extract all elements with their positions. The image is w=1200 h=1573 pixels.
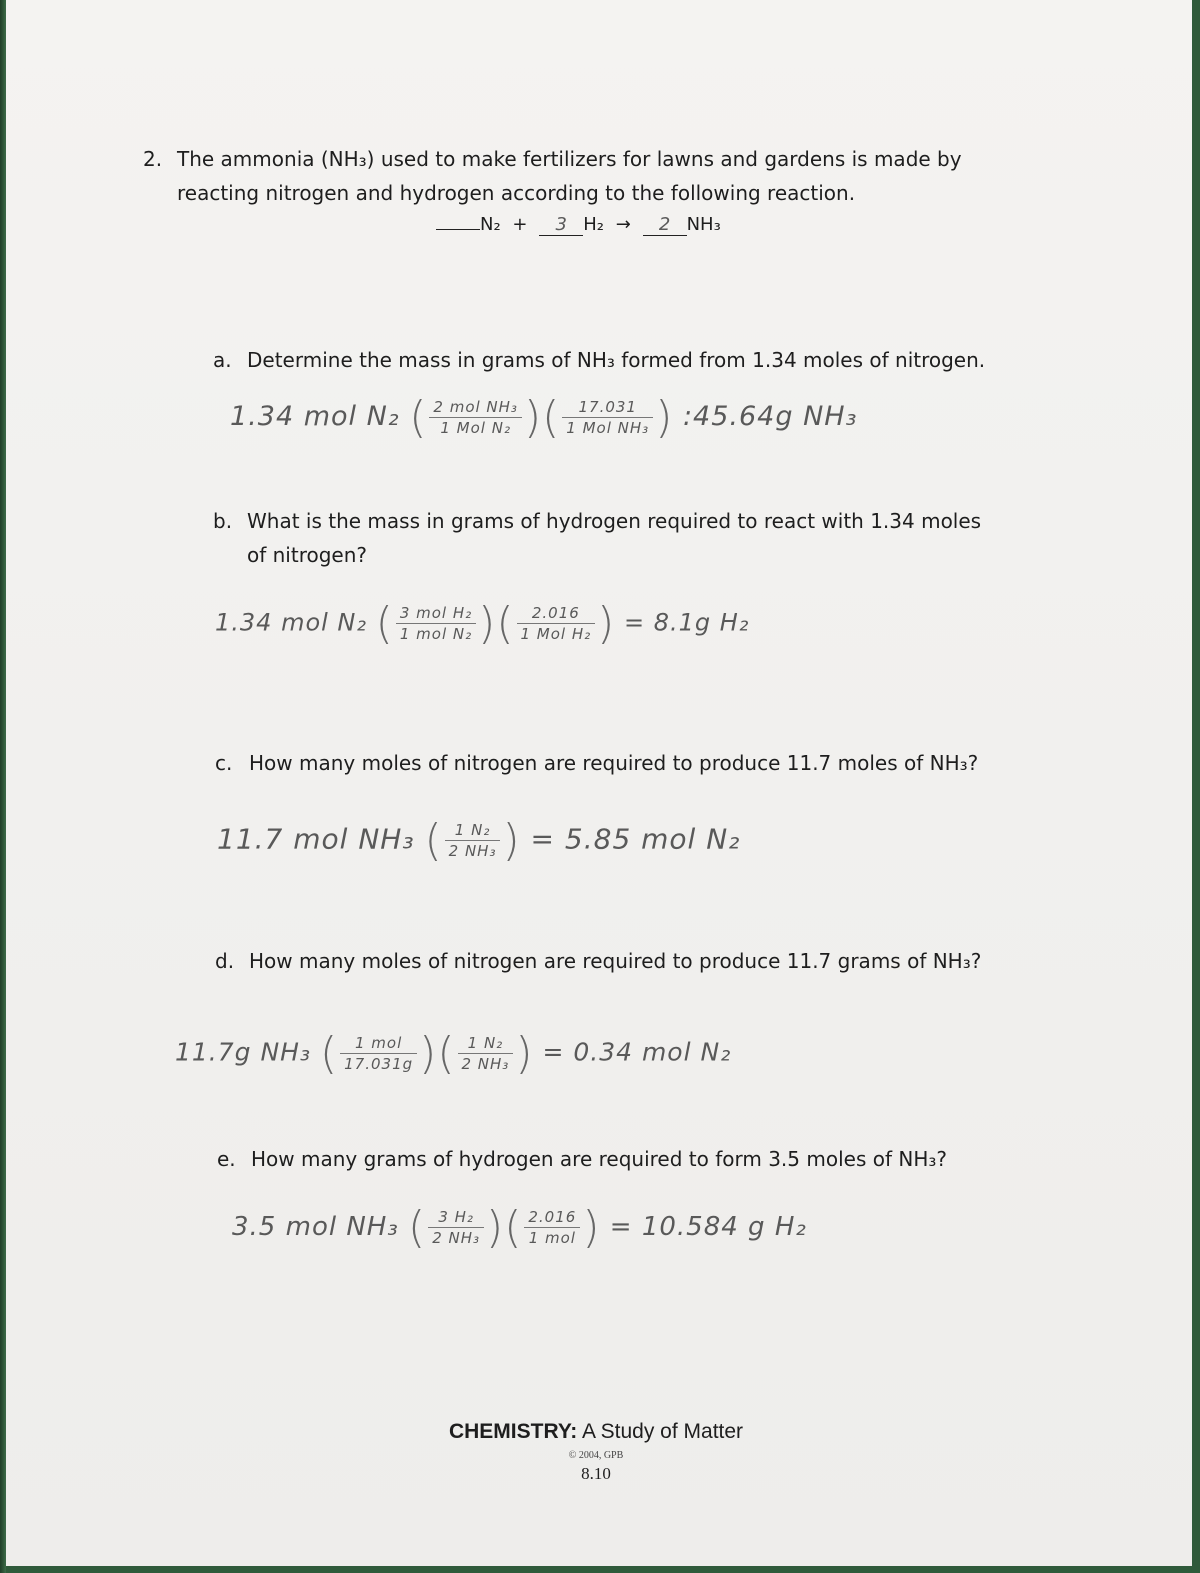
question-number: 2.: [143, 147, 163, 171]
part-a-factor-2: $\frac{17.031}{\text{1 Mol NH₃}}$: [562, 397, 653, 438]
part-b-start: 1.34 mol N₂: [215, 608, 367, 637]
question-line-1: [143, 143, 962, 176]
part-b-factor-2: $\frac{2.016}{\text{1 Mol H₂}}$: [517, 603, 596, 644]
part-a-result: :45.64g NH₃: [682, 401, 858, 432]
part-e-work: 3.5 mol NH₃ ( $\frac{\text{3 H₂}}{\text{2 NH₃}}$ )( $\frac{2.016}{\text{1 mol}}$ ) = 10.584 g H₂: [232, 1202, 807, 1253]
part-b-question: [213, 506, 981, 536]
footer-title-bold: CHEMISTRY:: [448, 1420, 578, 1443]
part-d-work: 11.7g NH₃ ( $\frac{\text{1 mol}}{17.031g}$ )( $\frac{\text{1 N₂}}{\text{2 NH₃}}$ ) = 0.34 mol N₂: [175, 1028, 732, 1079]
part-a-start: 1.34 mol N₂: [230, 401, 400, 432]
part-e-text: How many grams of hydrogen are required to form 3.5 moles of NH₃?: [251, 1147, 947, 1171]
part-c-label: c.: [215, 751, 233, 775]
reactant-h2: H₂: [583, 214, 605, 235]
part-e-factor-2: $\frac{2.016}{\text{1 mol}}$: [524, 1207, 580, 1248]
part-c-result: = 5.85 mol N₂: [530, 822, 741, 856]
part-e-question: [217, 1144, 947, 1174]
part-b-text-2: of nitrogen?: [247, 543, 368, 567]
part-a-label: a.: [213, 348, 232, 372]
part-e-result: = 10.584 g H₂: [609, 1212, 807, 1242]
product-nh3: NH₃: [686, 214, 721, 235]
part-d-label: d.: [215, 949, 235, 973]
part-b-text: What is the mass in grams of hydrogen required to react with 1.34 moles: [247, 509, 982, 533]
part-a-work: 1.34 mol N₂ ( $\frac{\text{2 mol NH₃}}{\text{1 Mol N₂}}$ )( $\frac{17.031}{\text{1 Mol NH₃}}$ ) :45.64g NH₃: [230, 392, 858, 443]
footer-title: [0, 1420, 1192, 1444]
part-a-factor-1: $\frac{\text{2 mol NH₃}}{\text{1 Mol N₂}}$: [429, 397, 522, 438]
part-e-label: e.: [217, 1147, 236, 1171]
part-b-label: b.: [213, 509, 233, 533]
part-c-question: [215, 748, 978, 778]
reactant-n2: N₂: [480, 214, 501, 235]
part-c-start: 11.7 mol NH₃: [217, 822, 415, 856]
part-b-result: = 8.1g H₂: [623, 608, 750, 637]
part-d-factor-2: $\frac{\text{1 N₂}}{\text{2 NH₃}}$: [458, 1033, 514, 1074]
reaction-arrow-icon: →: [615, 214, 631, 235]
reaction-equation: [436, 214, 721, 236]
part-d-question: [215, 946, 981, 976]
part-c-text: How many moles of nitrogen are required to produce 11.7 moles of NH₃?: [249, 751, 979, 775]
part-c-factor-1: $\frac{\text{1 N₂}}{\text{2 NH₃}}$: [445, 820, 501, 861]
part-a-question: [213, 345, 985, 375]
plus-sign: +: [512, 214, 528, 235]
page-number: 8.10: [581, 1464, 611, 1483]
part-b-question-line-2: [247, 540, 367, 570]
question-line-2: [177, 177, 855, 210]
coefficient-blank-nh3: 2: [643, 214, 687, 236]
question-text-1: The ammonia (NH₃) used to make fertilizers for lawns and gardens is made by: [177, 147, 962, 171]
question-text-2: reacting nitrogen and hydrogen according to the following reaction.: [177, 181, 856, 205]
part-e-factor-1: $\frac{\text{3 H₂}}{\text{2 NH₃}}$: [428, 1207, 484, 1248]
scan-edge: [0, 0, 6, 1573]
part-d-result: = 0.34 mol N₂: [542, 1037, 732, 1067]
part-d-text: How many moles of nitrogen are required to produce 11.7 grams of NH₃?: [249, 949, 982, 973]
footer-title-rest: A Study of Matter: [577, 1420, 744, 1443]
part-b-factor-1: $\frac{\text{3 mol H₂}}{\text{1 mol N₂}}$: [396, 603, 476, 644]
part-e-start: 3.5 mol NH₃: [232, 1212, 399, 1242]
part-b-work: 1.34 mol N₂ ( $\frac{\text{3 mol H₂}}{\text{1 mol N₂}}$ )( $\frac{2.016}{\text{1 Mol H₂}}$ ) = 8.1g H₂: [215, 598, 750, 649]
part-d-start: 11.7g NH₃: [175, 1037, 312, 1067]
part-d-factor-1: $\frac{\text{1 mol}}{17.031g}$: [340, 1033, 417, 1074]
coefficient-blank-n2: [436, 229, 480, 230]
footer-copyright: © 2004, GPB: [568, 1450, 624, 1461]
part-a-text: Determine the mass in grams of NH₃ formed from 1.34 moles of nitrogen.: [247, 348, 986, 372]
coefficient-blank-h2: 3: [539, 214, 583, 236]
part-c-work: 11.7 mol NH₃ ( $\frac{\text{1 N₂}}{\text{2 NH₃}}$ ) = 5.85 mol N₂: [217, 815, 741, 866]
